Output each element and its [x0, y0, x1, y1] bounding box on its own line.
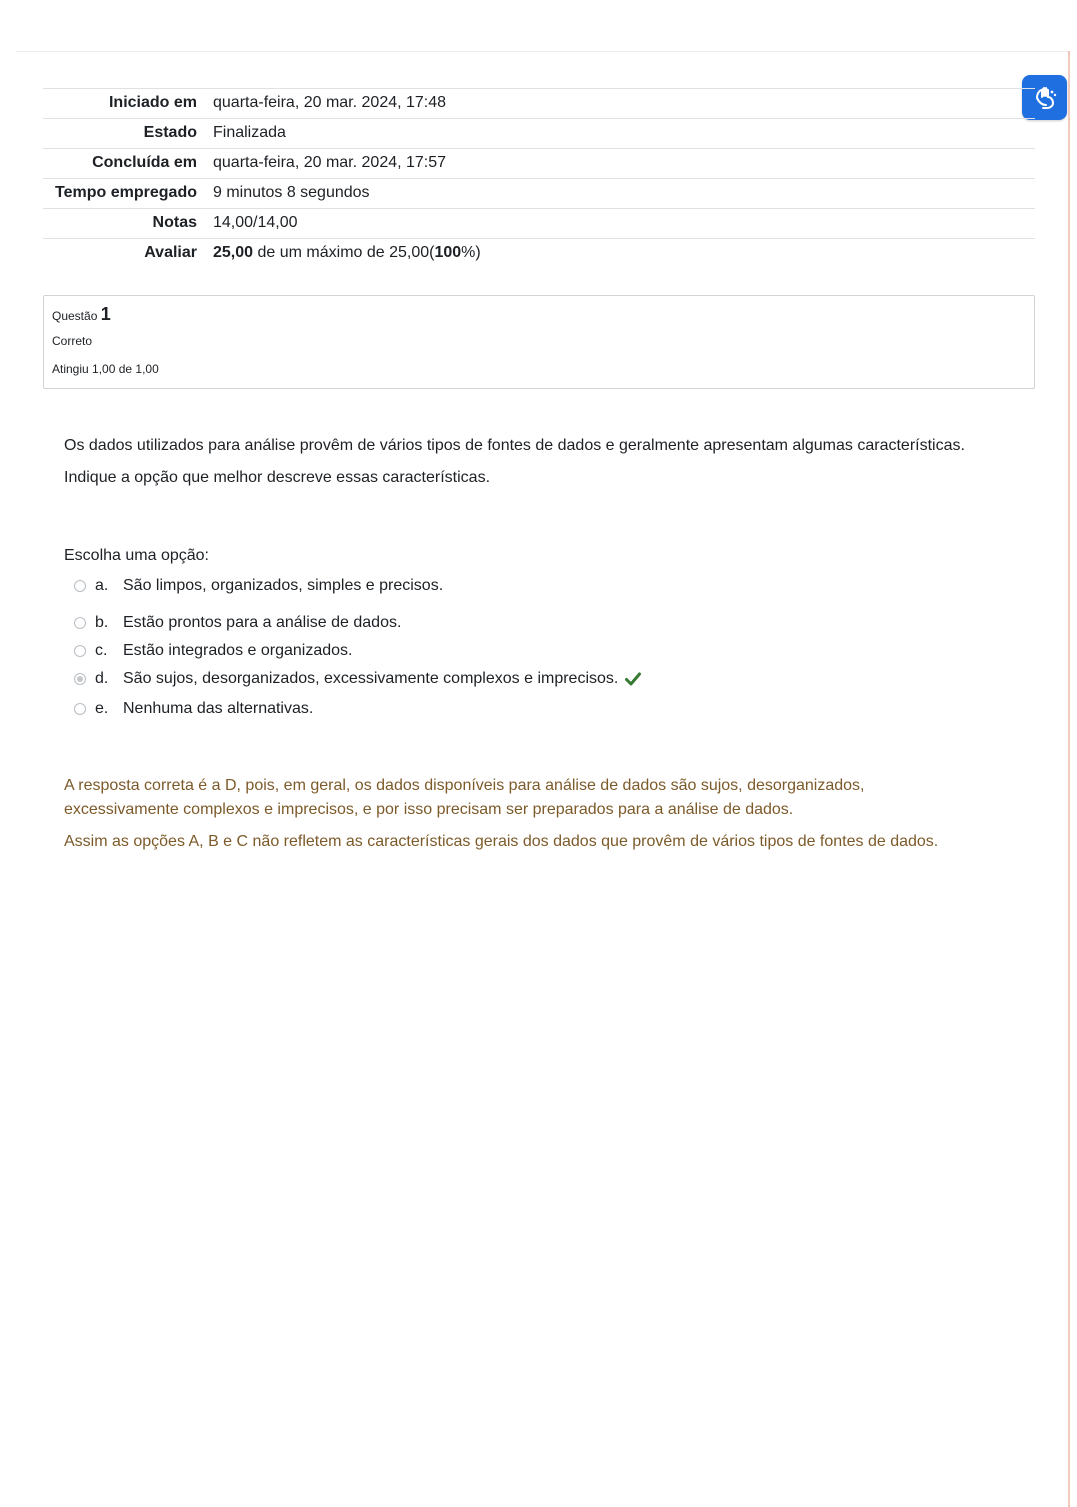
summary-value	[213, 239, 1035, 269]
option-letter: c.	[95, 642, 108, 659]
option-d[interactable]	[72, 666, 641, 692]
question-text-line: Indique a opção que melhor descreve essas características.	[64, 469, 491, 486]
question-text-line: Os dados utilizados para análise provêm de vários tipos de fontes de dados e geralmente apresentam algumas características.	[64, 437, 965, 454]
general-feedback	[64, 774, 964, 862]
summary-row-completed	[43, 149, 1035, 179]
feedback-paragraph: Assim as opções A, B e C não refletem as características gerais dos dados que provêm de vários tipos de fontes de dados.	[64, 833, 939, 850]
option-c[interactable]	[72, 638, 352, 664]
summary-label: Notas	[152, 214, 197, 231]
option-text: Estão prontos para a análise de dados.	[123, 614, 402, 631]
question-prefix: Questão	[52, 309, 98, 323]
summary-label: Avaliar	[144, 244, 197, 261]
option-text: São sujos, desorganizados, excessivamente complexos e imprecisos.	[123, 670, 619, 687]
option-letter: d.	[95, 670, 109, 687]
answer-prompt: Escolha uma opção:	[64, 547, 209, 564]
grade-suffix: %)	[461, 244, 481, 261]
grade-percent: 100	[434, 244, 462, 261]
page-edge	[1068, 55, 1070, 1505]
option-text: Estão integrados e organizados.	[123, 642, 353, 659]
summary-value: quarta-feira, 20 mar. 2024, 17:48	[213, 94, 447, 111]
grade-middle: de um máximo de 25,00(	[253, 244, 435, 261]
option-radio[interactable]	[74, 703, 86, 715]
option-letter: b.	[95, 614, 109, 631]
option-a[interactable]	[72, 573, 443, 599]
summary-label: Estado	[143, 124, 197, 141]
summary-value: 9 minutos 8 segundos	[213, 184, 370, 201]
option-text: São limpos, organizados, simples e precisos.	[123, 577, 444, 594]
summary-row-grade	[43, 239, 1035, 269]
option-letter: a.	[95, 577, 109, 594]
option-radio[interactable]	[74, 617, 86, 629]
question-number	[52, 303, 1026, 327]
summary-value: 14,00/14,00	[213, 214, 298, 231]
summary-row-started	[43, 89, 1035, 119]
question-mark: Atingiu 1,00 de 1,00	[52, 362, 159, 376]
check-icon	[625, 672, 641, 686]
summary-value: quarta-feira, 20 mar. 2024, 17:57	[213, 154, 447, 171]
summary-row-marks	[43, 209, 1035, 239]
attempt-summary-table	[43, 88, 1035, 268]
summary-label: Tempo empregado	[55, 184, 197, 201]
option-text: Nenhuma das alternativas.	[123, 700, 314, 717]
option-radio-selected[interactable]	[74, 673, 86, 685]
question-number-value: 1	[100, 304, 111, 324]
summary-row-state	[43, 119, 1035, 149]
grade-score: 25,00	[213, 244, 254, 261]
summary-label: Iniciado em	[108, 94, 197, 111]
option-e[interactable]	[72, 696, 313, 722]
summary-label: Concluída em	[92, 154, 197, 171]
question-status: Correto	[52, 334, 93, 348]
question-info-box	[43, 295, 1035, 389]
option-radio[interactable]	[74, 645, 86, 657]
summary-value: Finalizada	[213, 124, 286, 141]
option-b[interactable]	[72, 610, 401, 636]
feedback-paragraph: A resposta correta é a D, pois, em geral, os dados disponíveis para análise de dados são sujos, desorganizados, excessivamente complexos e imprecisos, e por isso precisam ser preparados para a análise de dados.	[64, 777, 865, 818]
option-radio[interactable]	[74, 580, 86, 592]
option-letter: e.	[95, 700, 109, 717]
summary-row-time-taken	[43, 179, 1035, 209]
question-text	[64, 430, 1024, 494]
